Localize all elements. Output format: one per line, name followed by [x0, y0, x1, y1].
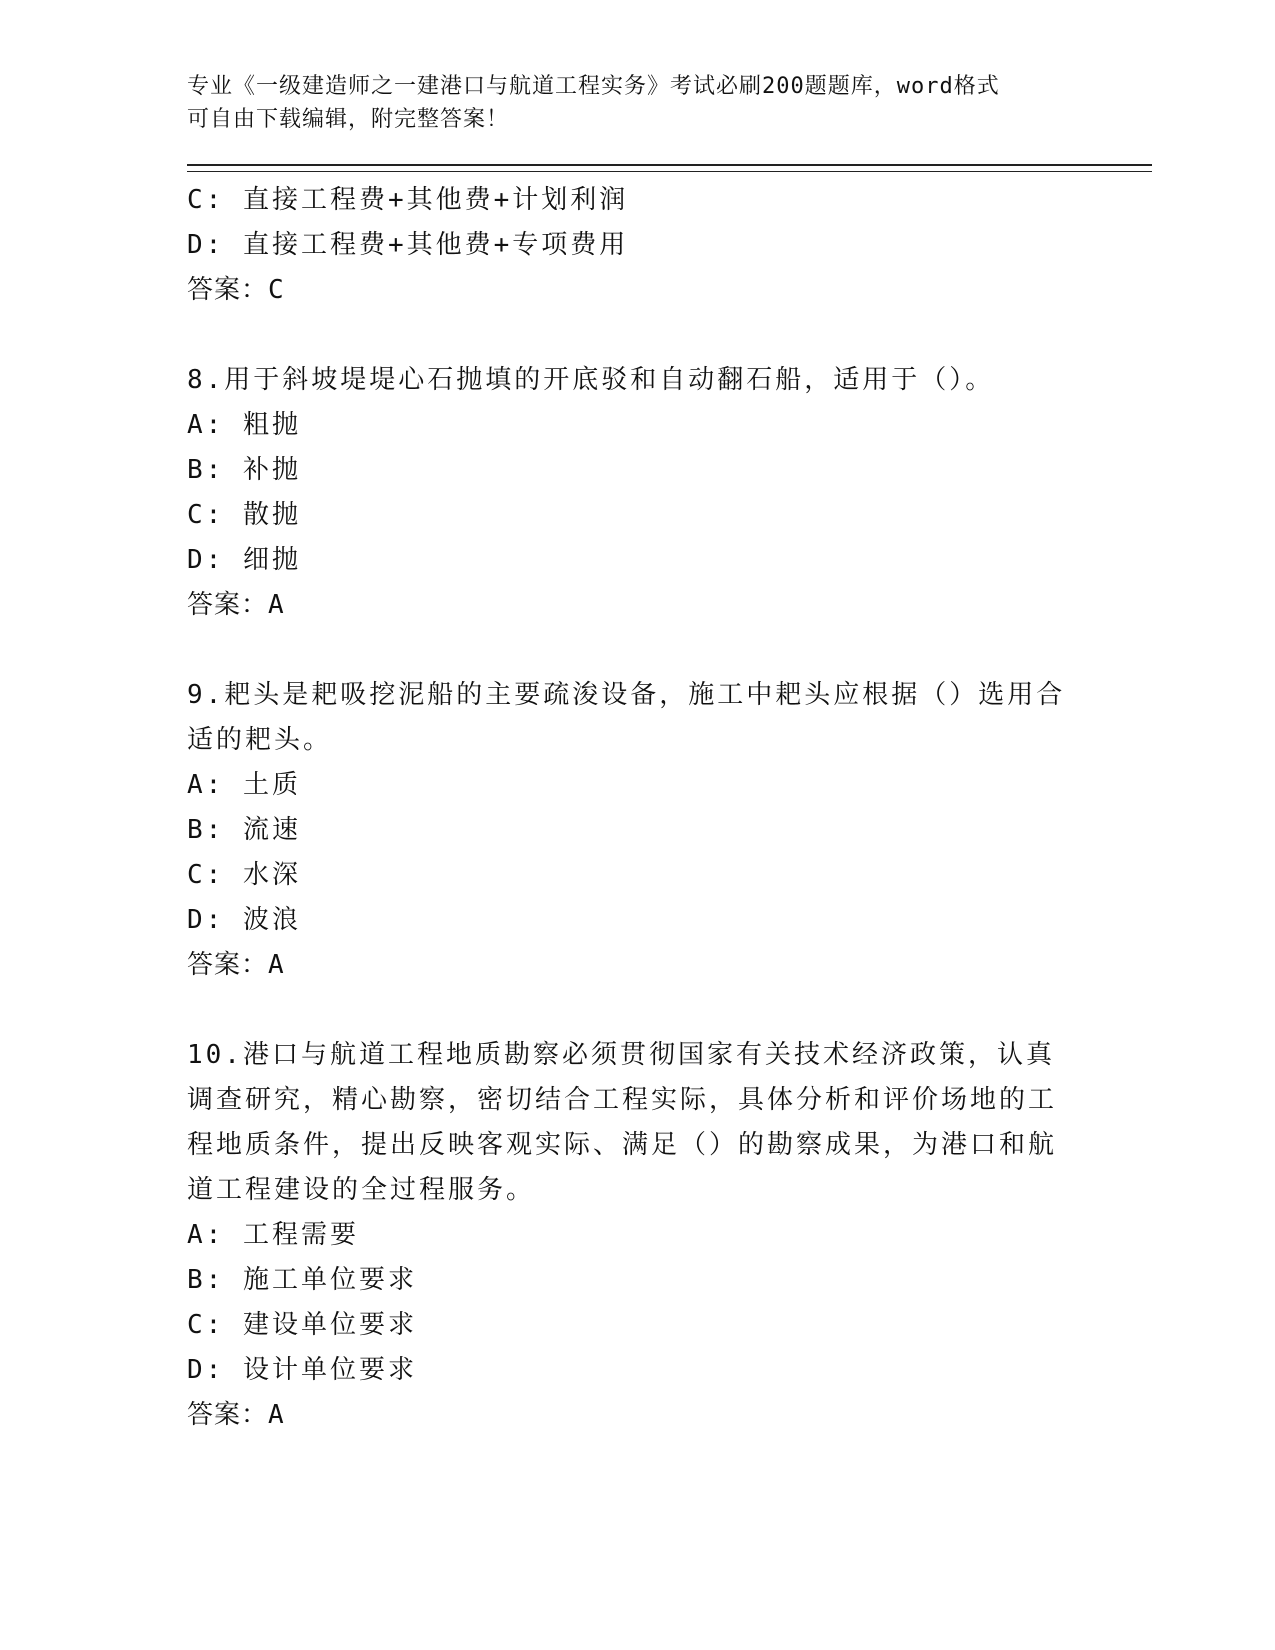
option-b: B: 流速: [187, 815, 301, 845]
option-d: D: 设计单位要求: [187, 1355, 417, 1385]
answer-value: A: [268, 1400, 285, 1430]
answer-value: A: [268, 590, 285, 620]
question-text: 10.港口与航道工程地质勘察必须贯彻国家有关技术经济政策，认真调查研究，精心勘察，密切结合工程实际，具体分析和评价场地的工程地质条件，提出反映客观实际、满足（）的勘察成果，为港口和航道工程建设的全过程服务。: [187, 1040, 1058, 1205]
option-b: B: 补抛: [187, 455, 301, 485]
option-c: C: 散抛: [187, 500, 301, 530]
document-header: [187, 70, 1067, 136]
option-d: D: 细抛: [187, 545, 301, 575]
option-c: C: 建设单位要求: [187, 1310, 417, 1340]
option-d: D: 直接工程费+其他费+专项费用: [187, 230, 629, 260]
answer-label: 答案：: [187, 950, 269, 980]
answer-label: 答案：: [187, 1400, 269, 1430]
option-d: D: 波浪: [187, 905, 301, 935]
option-a: A: 粗抛: [187, 410, 301, 440]
question-8: [187, 358, 1152, 628]
answer-line: [187, 1393, 1152, 1438]
option-b: B: 施工单位要求: [187, 1265, 417, 1295]
answer-line: [187, 268, 1152, 313]
question-10: [187, 1033, 1152, 1438]
header-line-1: 专业《一级建造师之一建港口与航道工程实务》考试必刷200题题库，word格式: [187, 74, 1000, 99]
option-a: A: 土质: [187, 770, 301, 800]
answer-value: A: [268, 950, 285, 980]
question-text: 9.耙头是耙吸挖泥船的主要疏浚设备，施工中耙头应根据（）选用合适的耙头。: [187, 680, 1066, 755]
option-c: C: 水深: [187, 860, 301, 890]
header-divider: [187, 164, 1152, 172]
answer-value: C: [268, 275, 285, 305]
option-c: C: 直接工程费+其他费+计划利润: [187, 185, 629, 215]
answer-line: [187, 583, 1152, 628]
question-7-tail: [187, 178, 1152, 313]
document-page: [187, 70, 1152, 1438]
question-text: 8.用于斜坡堤堤心石抛填的开底驳和自动翻石船，适用于（）。: [187, 365, 995, 395]
answer-line: [187, 943, 1152, 988]
header-line-2: 可自由下载编辑，附完整答案！: [187, 107, 510, 132]
question-9: [187, 673, 1152, 988]
option-a: A: 工程需要: [187, 1220, 359, 1250]
answer-label: 答案：: [187, 590, 269, 620]
question-list: [187, 178, 1152, 1438]
answer-label: 答案：: [187, 275, 269, 305]
